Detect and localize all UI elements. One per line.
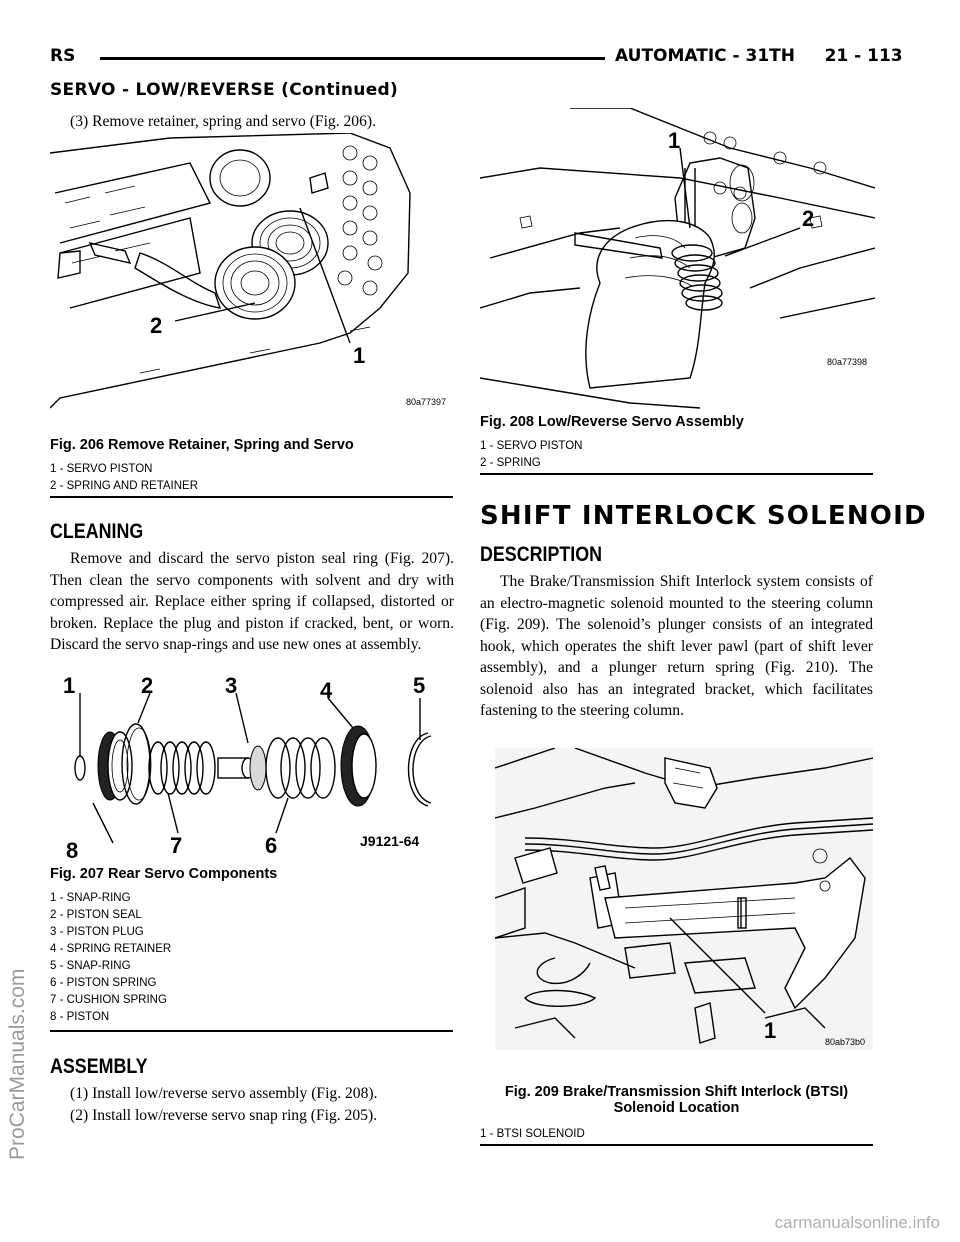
legend-item: 2 - PISTON SEAL [50, 909, 142, 921]
side-watermark: ProCarManuals.com [6, 968, 29, 1160]
legend-item: 2 - SPRING AND RETAINER [50, 480, 199, 492]
fig-208-rule [480, 473, 873, 475]
fig-209-caption-line2: Solenoid Location [613, 1100, 740, 1116]
fig-206-legend [50, 461, 198, 495]
description-heading: DESCRIPTION [480, 543, 602, 566]
fig-207-callout-7: 7 [170, 833, 183, 858]
fig-207-callout-5: 5 [413, 673, 426, 698]
fig-206-callout-2: 2 [150, 313, 163, 338]
fig-209-illustration [495, 748, 873, 1050]
footer-watermark: carmanualsonline.info [774, 1213, 940, 1232]
cleaning-heading: CLEANING [50, 520, 144, 543]
fig-207-rule [50, 1030, 453, 1032]
header-rule [100, 57, 605, 60]
legend-item: 5 - SNAP-RING [50, 960, 131, 972]
legend-item: 1 - SNAP-RING [50, 892, 131, 904]
fig-209-caption-line1: Fig. 209 Brake/Transmission Shift Interlock (BTSI) [504, 1084, 849, 1100]
fig-206-id: 80a77397 [406, 397, 447, 407]
fig-207-callout-3: 3 [225, 673, 238, 698]
fig-207-callout-6: 6 [265, 833, 278, 858]
legend-item: 1 - SERVO PISTON [50, 463, 153, 475]
fig-207-id: J9121-64 [360, 833, 420, 849]
fig-208-illustration [480, 108, 875, 410]
cleaning-text: Remove and discard the servo piston seal ring (Fig. 207). Then clean the servo components with solvent and dry with compressed air. Replace either spring if collapsed, distorted or broken. Replace the plug and piston if cracked, bent, or worn. Discard the servo snap-rings and use new ones at assembly. [50, 550, 454, 653]
fig-209-rule [480, 1144, 873, 1146]
fig-207-legend [50, 890, 171, 1026]
fig-208-legend [480, 438, 582, 472]
assembly-heading: ASSEMBLY [50, 1055, 148, 1078]
section-title: SHIFT INTERLOCK SOLENOID [480, 501, 927, 531]
legend-item: 8 - PISTON [50, 1011, 110, 1023]
fig-208-id: 80a77398 [827, 357, 868, 367]
fig-207-illustration [58, 668, 453, 858]
fig-206-callout-1: 1 [353, 343, 366, 368]
header-section-code: RS [50, 46, 76, 66]
fig-209-legend [480, 1126, 585, 1143]
fig-207-callout-8: 8 [66, 838, 79, 858]
description-text: The Brake/Transmission Shift Interlock system consists of an electro-magnetic solenoid mounted to the steering column (Fig. 209). The solenoid’s plunger consists of an integrated hook, which operates the shift lever pawl (part of shift lever assembly), and a plunger return spring (Fig. 210). The solenoid also has an integrated bracket, which facilitates fastening to the steering column. [480, 573, 873, 719]
fig-208-callout-1: 1 [668, 128, 681, 153]
legend-item: 1 - SERVO PISTON [480, 440, 583, 452]
legend-item: 3 - PISTON PLUG [50, 926, 144, 938]
legend-item: 4 - SPRING RETAINER [50, 943, 172, 955]
fig-207-callout-4: 4 [320, 678, 333, 703]
fig-209-callout-1: 1 [764, 1018, 777, 1043]
legend-item: 7 - CUSHION SPRING [50, 994, 167, 1006]
fig-208-caption: Fig. 208 Low/Reverse Servo Assembly [480, 414, 744, 430]
fig-207-callout-2: 2 [141, 673, 154, 698]
fig-209-caption [480, 1084, 873, 1116]
step-3-text: (3) Remove retainer, spring and servo (Fig. 206). [70, 113, 376, 130]
assembly-step-2: (2) Install low/reverse servo snap ring (Fig. 205). [70, 1107, 378, 1124]
fig-206-rule [50, 496, 453, 498]
section-continued-title: SERVO - LOW/REVERSE (Continued) [50, 80, 399, 100]
fig-208-callout-2: 2 [802, 206, 815, 231]
fig-206-illustration [50, 133, 458, 411]
fig-207-callout-1: 1 [63, 673, 76, 698]
legend-item: 6 - PISTON SPRING [50, 977, 157, 989]
fig-209-id: 80ab73b0 [825, 1037, 866, 1047]
fig-206-caption: Fig. 206 Remove Retainer, Spring and Servo [50, 437, 354, 453]
fig-207-caption: Fig. 207 Rear Servo Components [50, 866, 278, 882]
legend-item: 2 - SPRING [480, 457, 541, 469]
header-page-ref: AUTOMATIC - 31TH 21 - 113 [615, 46, 903, 66]
assembly-step-1: (1) Install low/reverse servo assembly (Fig. 208). [70, 1085, 378, 1102]
legend-item: 1 - BTSI SOLENOID [480, 1128, 585, 1140]
